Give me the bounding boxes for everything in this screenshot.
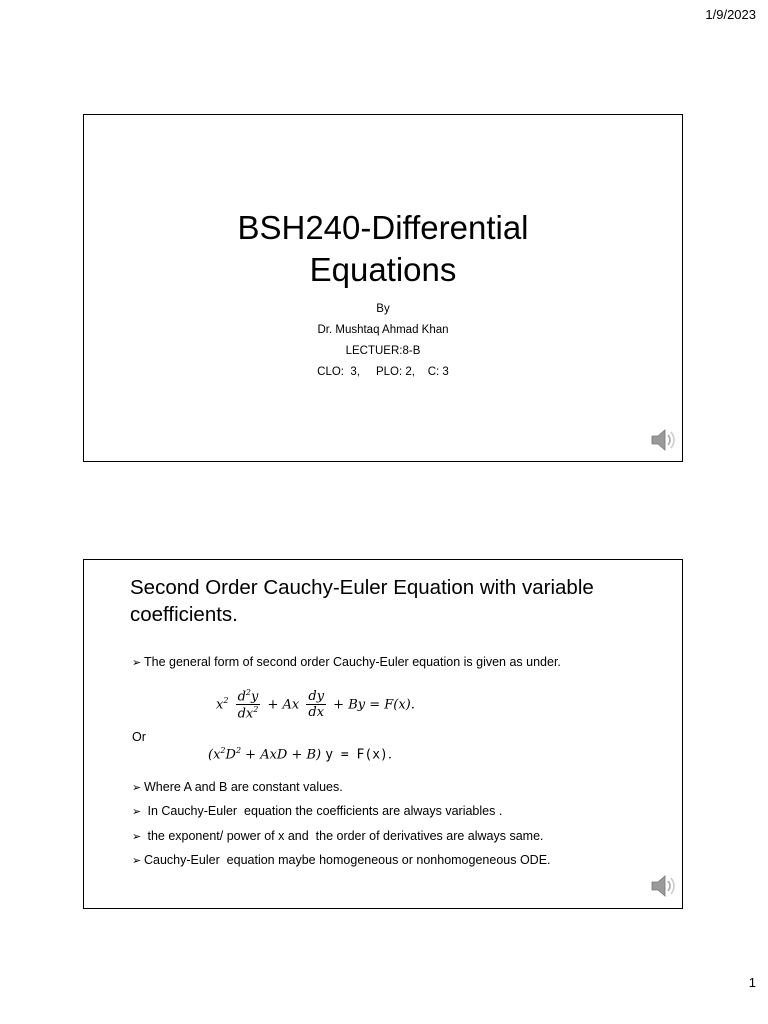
lecture-label: LECTUER:8-B	[345, 345, 421, 357]
or-label: Or	[132, 730, 146, 744]
arrow-bullet-icon: ➢	[132, 831, 142, 843]
arrow-bullet-icon: ➢	[132, 855, 142, 867]
slide-heading: Second Order Cauchy-Euler Equation with variable coefficients.	[130, 576, 594, 626]
slide-title	[83, 114, 683, 462]
slide-title-heading	[84, 207, 682, 291]
bullet-homogeneous: ➢ Cauchy-Euler equation maybe homogeneous or nonhomogeneous ODE.	[132, 853, 551, 867]
outcomes-label: CLO: 3, PLO: 2, C: 3	[317, 366, 449, 378]
author-name: Dr. Mushtaq Ahmad Khan	[317, 324, 449, 336]
bullet-constants: ➢ Where A and B are constant values.	[132, 780, 343, 794]
title-line-2: Equations	[309, 251, 457, 288]
equation-general-form: $x^2$ $\frac{d^2y}{dx^2}$ + Ax $\frac{dy}{dx}$ + By = F(x).	[216, 688, 415, 722]
document-date: 1/9/2023	[705, 7, 756, 22]
page-number: 1	[748, 975, 756, 990]
bullet-variable-coefficients: ➢ In Cauchy-Euler equation the coefficients are always variables .	[132, 804, 503, 818]
bullet-exponent-order: ➢ the exponent/ power of x and the order of derivatives are always same.	[132, 829, 544, 843]
title-line-1: BSH240-Differential	[237, 209, 529, 246]
arrow-bullet-icon: ➢	[132, 782, 142, 794]
bullet-intro: ➢ The general form of second order Cauchy-Euler equation is given as under.	[132, 655, 561, 669]
arrow-bullet-icon: ➢	[132, 657, 142, 669]
equation-operator-form: ($x^2D^2$ + AxD + B) y = F(x).	[208, 746, 393, 763]
slide-cauchy-euler	[83, 559, 683, 909]
speaker-icon[interactable]	[649, 425, 679, 455]
by-label: By	[376, 303, 390, 315]
arrow-bullet-icon: ➢	[132, 806, 142, 818]
slide-title-meta	[84, 299, 682, 383]
speaker-icon[interactable]	[649, 871, 679, 901]
